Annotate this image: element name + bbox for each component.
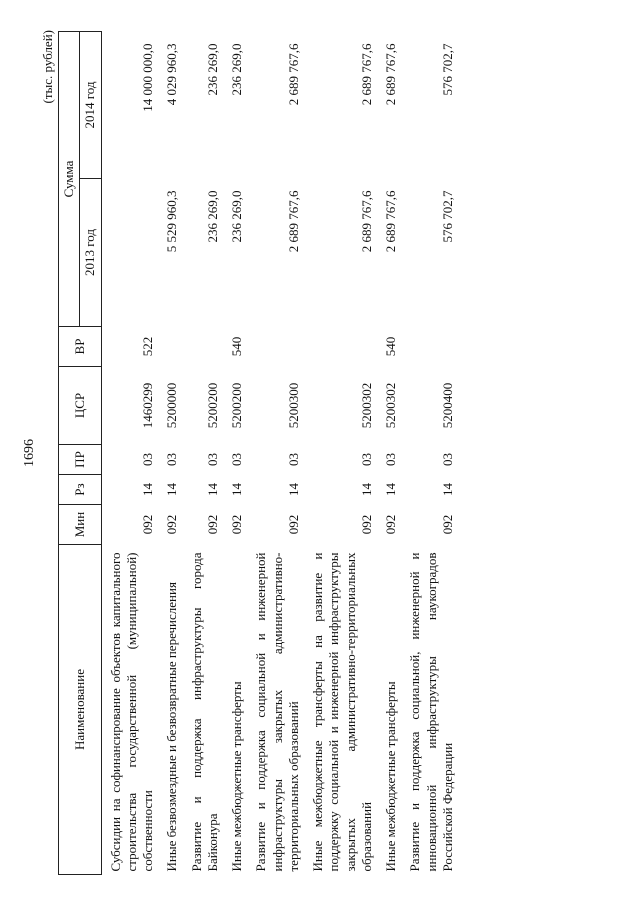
row-rz: 14 (140, 483, 155, 496)
header-min: Мин (59, 505, 102, 545)
row-csr: 1460299 (140, 382, 155, 429)
row-vr (306, 327, 379, 367)
row-sum-2013: 236 269,0 (229, 190, 244, 243)
row-pr: 03 (383, 453, 398, 466)
row-name: Развитие и поддержка социальной, инженерной и инновационной инфраструктуры наукоградов Российской Федерации (407, 552, 455, 872)
page-number: 1696 (22, 439, 37, 467)
row-min: 092 (285, 514, 301, 535)
header-vr: ВР (59, 327, 102, 367)
row-csr: 5200400 (439, 382, 455, 429)
table-row (249, 32, 306, 875)
row-min: 092 (383, 514, 398, 535)
budget-table (58, 31, 460, 875)
row-sum-2014: 2 689 767,6 (383, 43, 398, 106)
row-vr: 540 (383, 336, 398, 357)
row-csr: 5200200 (229, 382, 244, 429)
table-row (160, 32, 184, 875)
row-rz: 14 (383, 483, 398, 496)
row-sum-2013: 576 702,7 (439, 190, 455, 243)
table-row (101, 32, 160, 875)
row-min: 092 (229, 514, 244, 535)
row-pr: 03 (285, 453, 301, 466)
row-min: 092 (439, 514, 455, 535)
row-csr: 5200200 (204, 382, 220, 429)
row-vr (185, 327, 226, 367)
row-csr: 5200000 (164, 382, 180, 429)
row-name: Субсидии на софинансирование объектов капитального строительства государственной (муниципальной) собственности (107, 552, 155, 872)
row-sum-2014: 2 689 767,6 (285, 43, 301, 106)
row-sum-2014: 236 269,0 (229, 43, 244, 96)
row-name: Иные безвозмездные и безвозвратные перечисления (164, 582, 180, 872)
header-name: Наименование (59, 545, 102, 875)
row-sum-2013: 2 689 767,6 (358, 190, 374, 253)
row-pr: 03 (204, 453, 220, 466)
row-name: Иные межбюджетные трансферты (383, 681, 398, 872)
row-csr: 5200300 (285, 382, 301, 429)
row-min: 092 (204, 514, 220, 535)
header-rz: Рз (59, 475, 102, 505)
row-min: 092 (164, 514, 180, 535)
header-2014: 2014 год (80, 32, 101, 179)
row-vr (249, 327, 306, 367)
row-pr: 03 (164, 453, 180, 466)
table-row (185, 32, 226, 875)
row-csr: 5200302 (358, 382, 374, 429)
row-csr: 5200302 (383, 382, 398, 429)
row-sum-2014: 14 000 000,0 (140, 43, 155, 112)
table-row (403, 32, 460, 875)
row-vr (160, 327, 184, 367)
row-name: Иные межбюджетные трансферты (229, 681, 244, 872)
table-body (101, 32, 460, 875)
units-label: (тыс. рублей) (40, 30, 55, 104)
row-sum-2014: 236 269,0 (204, 43, 220, 96)
row-name: Развитие и поддержка инфраструктуры города Байконура (188, 552, 220, 872)
row-rz: 14 (204, 483, 220, 496)
row-sum-2014: 4 029 960,3 (164, 43, 180, 106)
row-name: Иные межбюджетные трансферты на развитие и поддержку социальной и инженерной инфраструктуры закрытых административно-территориальных образований (310, 552, 374, 872)
table-row (379, 32, 403, 875)
row-sum-2013: 236 269,0 (204, 190, 220, 243)
row-pr: 03 (358, 453, 374, 466)
row-pr: 03 (229, 453, 244, 466)
header-csr: ЦСР (59, 367, 102, 445)
row-sum-2014: 2 689 767,6 (358, 43, 374, 106)
row-sum-2013: 2 689 767,6 (285, 190, 301, 253)
row-vr (403, 327, 460, 367)
row-sum-2013 (101, 179, 160, 327)
row-pr: 03 (439, 453, 455, 466)
header-2013: 2013 год (80, 179, 101, 327)
table-row (306, 32, 379, 875)
row-name: Развитие и поддержка социальной и инженерной инфраструктуры закрытых административно-территориальных образований (253, 552, 301, 872)
row-sum-2014: 576 702,7 (439, 43, 455, 96)
row-rz: 14 (439, 483, 455, 496)
header-pr: ПР (59, 445, 102, 475)
row-rz: 14 (164, 483, 180, 496)
row-sum-2013: 5 529 960,3 (164, 190, 180, 253)
row-min: 092 (358, 514, 374, 535)
row-rz: 14 (229, 483, 244, 496)
row-sum-2013: 2 689 767,6 (383, 190, 398, 253)
row-vr: 522 (140, 336, 155, 357)
row-rz: 14 (285, 483, 301, 496)
table-row (225, 32, 249, 875)
header-sum: Сумма (59, 32, 80, 327)
row-vr: 540 (229, 336, 244, 357)
row-rz: 14 (358, 483, 374, 496)
row-min: 092 (140, 514, 155, 535)
row-pr: 03 (140, 453, 155, 466)
